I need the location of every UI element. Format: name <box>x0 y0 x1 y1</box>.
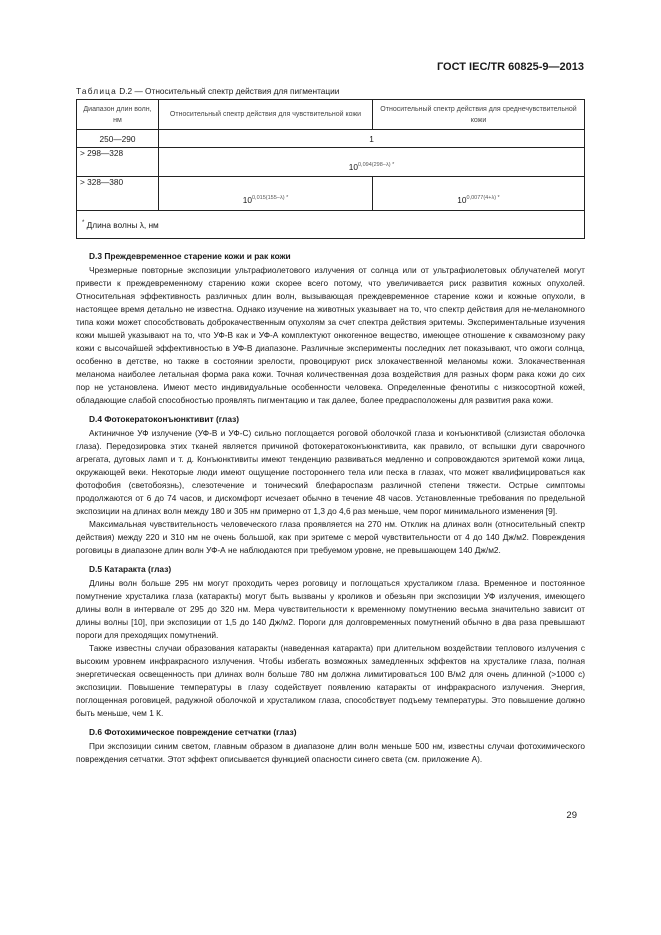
footnote-text: Длина волны λ, нм <box>86 219 159 230</box>
formula-exponent: 0,094(298−λ) * <box>358 162 395 169</box>
section-title: D.3 Преждевременное старение кожи и рак кожи <box>89 251 291 261</box>
table-header-row <box>77 100 585 130</box>
formula-cell-sensitive <box>159 177 373 211</box>
section-paragraph: Длины волн больше 295 нм могут проходить через роговицу и поглощаться хрусталиком глаза. Временное и постоянное помутнение хрусталика глаза (катаракты) могут быть вызваны у кроликов и обезьян при экспозиции УФ излучения, имеющего длины волн в интервале от 295 до 320 нм. Мера чувствительности к временному помутнению весьма значительно зависит от длины волны [10], при экспозиции от 1,5 до 140 Дж/м2. Пороги для долговременных помутнений обычно в два раза превышают пороги для преходящих помутнений. <box>76 578 585 640</box>
section-paragraph: Чрезмерные повторные экспозиции ультрафиолетового излучения от солнца или от ультрафиолетовых облучателей могут привести к преждевременному старению кожи скорее всего потому, что увеличивается риск развития кожных опухолей. Относительная эффективность различных длин волн, вызывающая преждевременное старение кожи и кожные опухоли, в настоящее время детально не известна. Однако изучение на животных указывает на то, что спектр действия для не-меланомного типа кожи может способствовать доброкачественным опухолям за счет спектра действия эритемы. Экспериментальные изучения кожи мышей указывают на то, что УФ-В как и УФ-А комплектуют онкогенное вещество, имеющее отношение к сквамозному раку кожи с высочайшей эффективностью в УФ-В диапазоне. Различные эксперименты последних лет показывают, что ожоги солнца, особенно в детстве, но также в состоянии зрелости, провоцируют риск злокачественной меланомы кожи. Злокачественная меланома наиболее летальная форма рака кожи. Точная количественная доза воздействия для разных форм рака кожи до сих пор не установлена. Имеют место индивидуальные особенности человека. Определенные фенотипы с низкосортной кожей, обладающие слабой способностью проявлять пигментацию и так далее, более предрасположены для развития рака кожи. <box>76 265 585 405</box>
footnote-mark: * <box>82 219 85 226</box>
page-number: 29 <box>566 810 577 821</box>
section-title: D.5 Катаракта (глаз) <box>89 564 172 574</box>
section-title: D.4 Фотокератоконъюнктивит (глаз) <box>89 414 240 424</box>
section-d5 <box>76 563 585 720</box>
section-d3 <box>76 250 585 407</box>
formula-base: 10 <box>348 162 358 172</box>
formula-exponent: 0,0077(4+λ) * <box>466 195 500 202</box>
section-d4 <box>76 413 585 557</box>
section-paragraph: При экспозиции синим светом, главным образом в диапазоне длин волн меньше 500 нм, известны случаи фотохимического повреждения сетчатки. Этот эффект описывается функцией опасности синего света (см. приложение А). <box>76 741 585 764</box>
section-paragraph: Также известны случаи образования катаракты (наведенная катаракта) при длительном воздействии теплового излучения с высоким уровнем инфракрасного излучения. Чтобы избегать возможных замедленных эффектов на хрусталике глаза, полная энергетическая освещенность при длинах волн больше 780 нм должна лимитироваться 100 В/м2 для очень длинной (>1000 с) экспозиции. Повышение температуры в глазу содействует появлению катаракты от инфракрасного излучения. Энергия, поглощенная роговицей, радужной оболочкой и хрусталиком глаза, способствует подъему температуры. Это повышение должно быть меньше, чем 1 К. <box>76 643 585 718</box>
pigmentation-action-spectrum-table <box>76 99 585 239</box>
range-cell: > 328—380 <box>77 177 159 211</box>
formula-base: 10 <box>242 195 252 205</box>
header-wavelength-range: Диапазон длин волн, нм <box>77 100 159 130</box>
section-d6 <box>76 726 585 766</box>
table-caption-text: D.2 — Относительный спектр действия для пигментации <box>116 86 340 96</box>
header-medium-sensitive-skin: Относительный спектр действия для среднечувствительной кожи <box>373 100 585 130</box>
value-cell: 1 <box>159 130 585 148</box>
section-title: D.6 Фотохимическое повреждение сетчатки (глаз) <box>89 727 297 737</box>
document-body <box>76 250 585 821</box>
table-footnote <box>77 211 585 239</box>
table-caption-prefix: Таблица <box>76 86 117 96</box>
range-cell: 250—290 <box>77 130 159 148</box>
table-row <box>77 177 585 211</box>
formula-base: 10 <box>457 195 467 205</box>
formula-cell-medium <box>373 177 585 211</box>
document-code: ГОСТ IEC/TR 60825-9—2013 <box>436 61 584 73</box>
table-row <box>77 148 585 177</box>
table-row <box>77 130 585 148</box>
table-caption <box>76 86 339 96</box>
header-sensitive-skin: Относительный спектр действия для чувствительной кожи <box>159 100 373 130</box>
table-footnote-row <box>77 211 585 239</box>
range-cell: > 298—328 <box>77 148 159 177</box>
section-paragraph: Актиничное УФ излучение (УФ-В и УФ-С) сильно поглощается роговой оболочкой глаза и конъюнктивой (слизистая оболочка глаза). Передозировка этих тканей является причиной фотокератоконъюнктивита, как правило, от вспышки дуги сварочного агрегата, дуговых ламп и т. д. Конъюнктивиты имеют тенденцию развиваться медленно и сопровождаются эритемой кожи лица, окружающей веки. Некоторые люди имеют ощущение постороннего тела или песка в глазах, что может квалифицироваться как фотофобия (светобоязнь), слезотечение и тонический блефароспазм различной степени тяжести. Острые симптомы продолжаются от 6 до 74 часов, и дискомфорт исчезает обычно в течение 48 часов. Установленные требования по предельной экспозиции на длинах волн между 180 и 305 нм примерно от 1,3 до 4,6 раз меньше, чем порог минимального изменения [9]. <box>76 428 585 516</box>
formula-exponent: 0,015(155−λ) * <box>252 195 289 202</box>
formula-cell <box>159 148 585 177</box>
section-paragraph: Максимальная чувствительность человеческого глаза проявляется на 270 нм. Отклик на длинах волн (относительный спектр действия) между 220 и 310 нм не очень большой, как при эритеме с мерой чувствительности от 4 до 140 Дж/м2. Повреждения роговицы в диапазоне длин волн УФ-А не наблюдаются при требуемом уровне, не превышающем 140 Дж/м2. <box>76 519 585 555</box>
